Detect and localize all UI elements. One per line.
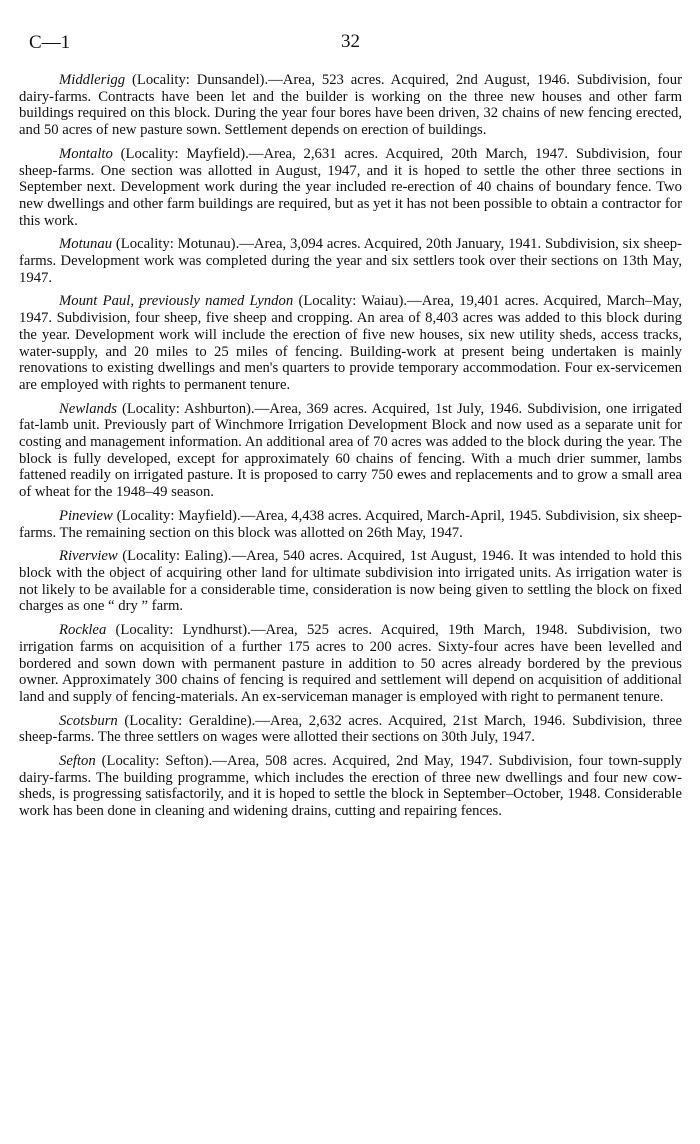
entry-scotsburn bbox=[19, 713, 682, 746]
entry-text: (Locality: Sefton).—Area, 508 acres. Acquired, 2nd May, 1947. Subdivision, four town-supply dairy-farms. The building programme, which includes the erection of three new dwellings and four new cow-sheds, is progressing satisfactorily, and it is hoped to settle the block in September–October, 1948. Considerable work has been done in cleaning and widening drains, cutting and repairing fences. bbox=[19, 753, 682, 820]
entry-title: Riverview bbox=[59, 548, 118, 565]
entry-rocklea bbox=[19, 622, 682, 706]
entry-mount-paul bbox=[19, 293, 682, 393]
entry-title: Pineview bbox=[59, 507, 113, 524]
entry-text: (Locality: Motunau).—Area, 3,094 acres. Acquired, 20th January, 1941. Subdivision, six sheep-farms. Development work was completed during the year and six settlers took over their sections on 13th May, 1947. bbox=[19, 236, 682, 286]
entry-sefton bbox=[19, 753, 682, 820]
entry-text: (Locality: Mayfield).—Area, 4,438 acres. Acquired, March-April, 1945. Subdivision, six sheep-farms. The remaining section on this block was allotted on 26th May, 1947. bbox=[19, 507, 682, 541]
entry-title: Sefton bbox=[59, 753, 96, 770]
entry-text: (Locality: Waiau).—Area, 19,401 acres. Acquired, March–May, 1947. Subdivision, four sheep, five sheep and cropping. An area of 8,403 acres was added to this block during the year. Development work will include the erection of five new houses, six new utility sheds, access tracks, water-supply, and 20 miles to 25 miles of fencing. Building-work at present being undertaken is mainly renovations to existing dwellings and men's quarters to provide temporary accommodation. Four ex-servicemen are employed with rights to permanent tenure. bbox=[19, 293, 682, 393]
entry-text: (Locality: Ashburton).—Area, 369 acres. Acquired, 1st July, 1946. Subdivision, one irrigated fat-lamb unit. Previously part of Winchmore Irrigation Development Block and now used as a separate unit for costing and management information. An additional area of 70 acres was added to the block during the year. The block is fully developed, except for approximately 60 chains of fencing. With a much drier summer, lambs fattened readily on irrigated pasture. It is proposed to carry 750 ewes and replacements and to grow a small area of wheat for the 1948–49 season. bbox=[19, 400, 682, 501]
entry-title: Rocklea bbox=[59, 622, 107, 639]
entry-montalto bbox=[19, 146, 682, 230]
entry-title: Motunau bbox=[59, 236, 113, 253]
page-number: 32 bbox=[341, 31, 360, 52]
page-reference: C—1 bbox=[29, 32, 71, 53]
entry-text: (Locality: Dunsandel).—Area, 523 acres. Acquired, 2nd August, 1946. Subdivision, four dairy-farms. Contracts have been let and the builder is working on the three new houses and other farm buildings required on this block. During the year four bores have been driven, 32 chains of new fencing erected, and 50 acres of new pasture sown. Settlement depends on erection of buildings. bbox=[19, 72, 682, 139]
entry-title: Newlands bbox=[59, 400, 117, 417]
entry-text: (Locality: Geraldine).—Area, 2,632 acres. Acquired, 21st March, 1946. Subdivision, three sheep-farms. The three settlers on wages were allotted their sections on 30th July, 1947. bbox=[19, 712, 682, 746]
entry-newlands bbox=[19, 401, 682, 501]
entry-riverview bbox=[19, 548, 682, 615]
entry-text: (Locality: Ealing).—Area, 540 acres. Acquired, 1st August, 1946. It was intended to hold this block with the object of acquiring other land for ultimate subdivision into irrigated units. As irrigation water is not likely to be available for a considerable time, consideration is now being given to settling the block on fixed charges as one “ dry ” farm. bbox=[19, 548, 682, 615]
entry-title: Middlerigg bbox=[59, 72, 126, 88]
entry-title: Mount Paul, previously named Lyndon bbox=[59, 293, 294, 310]
entry-text: (Locality: Mayfield).—Area, 2,631 acres. Acquired, 20th March, 1947. Subdivision, four sheep-farms. One section was allotted in August, 1947, and it is hoped to settle the other three sections in September next. Development work during the year included re-erection of 40 chains of boundary fence. Two new dwellings and other farm buildings are required, but as yet it has not been possible to obtain a contractor for this work. bbox=[19, 145, 682, 229]
entry-text: (Locality: Lyndhurst).—Area, 525 acres. Acquired, 19th March, 1948. Subdivision, two irrigation farms on acquisition of a further 175 acres to 200 acres. Sixty-four acres have been levelled and bordered and sown down with permanent pasture in addition to 50 acres already bordered by the previous owner. Approximately 300 chains of fencing is required and settlement will depend on acquisition of additional land and supply of fencing-materials. An ex-serviceman manager is employed with right to permanent tenure. bbox=[19, 622, 682, 705]
entry-title: Scotsburn bbox=[59, 712, 118, 729]
page-header bbox=[19, 0, 682, 53]
entry-motunau bbox=[19, 236, 682, 286]
entry-middlerigg bbox=[19, 72, 682, 139]
entry-title: Montalto bbox=[59, 145, 113, 162]
entry-pineview bbox=[19, 508, 682, 541]
block-entries bbox=[19, 48, 682, 820]
